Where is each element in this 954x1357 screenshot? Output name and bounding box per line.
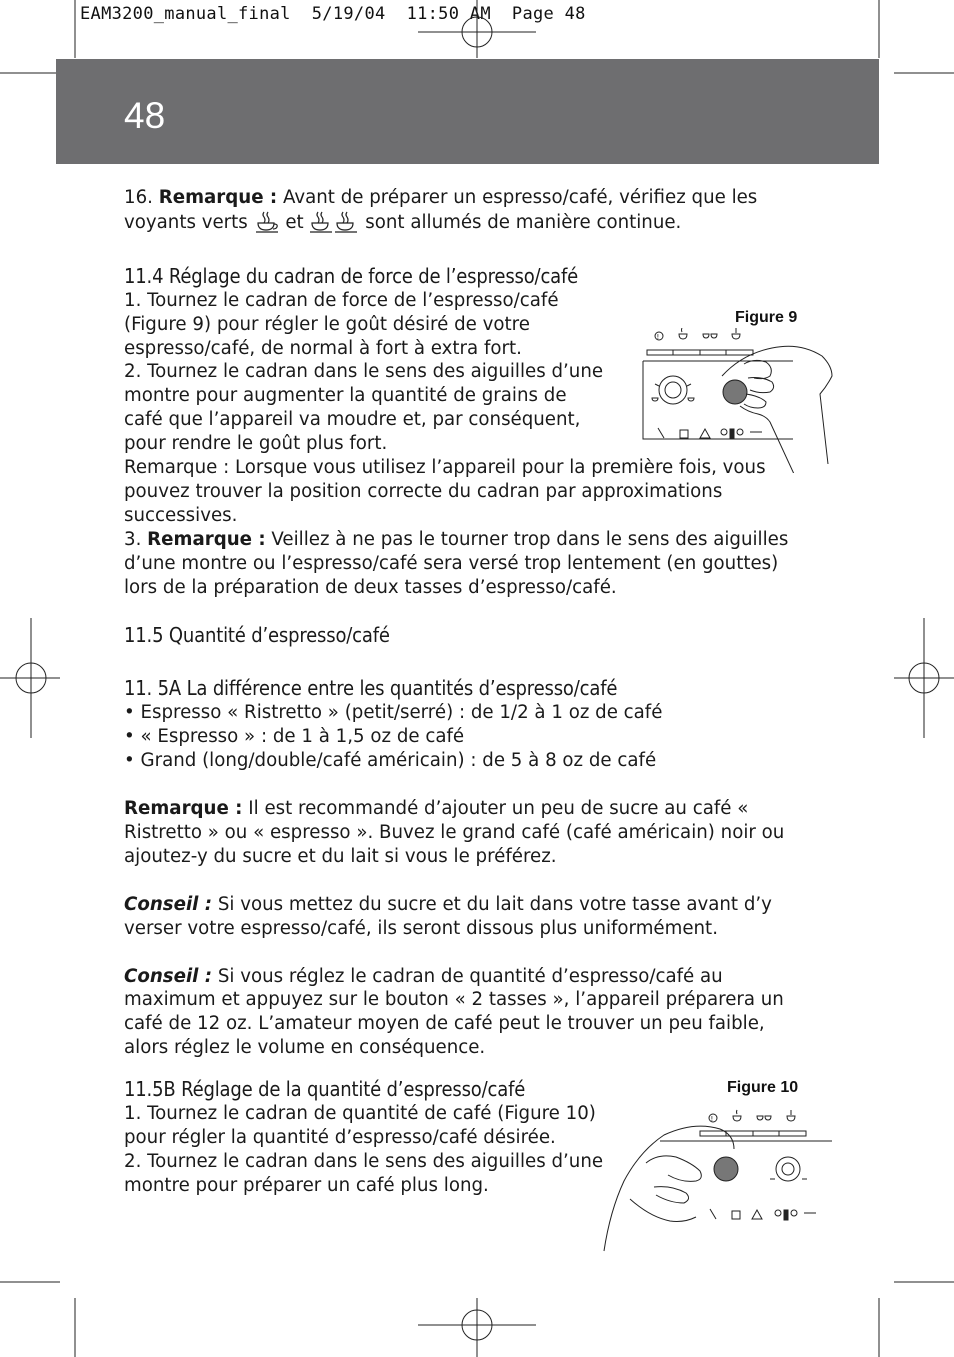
conseil-2-label: Conseil : [124, 965, 213, 987]
svg-text:!: ! [710, 1115, 714, 1123]
conseil-2-text: Si vous réglez le cadran de quantité d’espresso/café au maximum et appuyez sur le bouton « 2 tasses », l’appareil préparera un café de 12 oz. L’amateur moyen de café peut le trouver un peu faible, alors réglez le volume en conséquence. [124, 965, 784, 1059]
figure-9-illustration [640, 328, 840, 473]
note-16-number: 16. [124, 187, 153, 208]
section-11-4-step1: 1. Tournez le cadran de force de l’espresso/café (Figure 9) pour régler le goût désiré de votre espresso/café, de normal à fort à extra fort. [124, 289, 559, 359]
step3-number: 3. [124, 528, 142, 550]
figure-10-caption: Figure 10 [727, 1079, 799, 1096]
print-header: EAM3200_manual_final 5/19/04 11:50 AM Page 48 [80, 4, 586, 24]
step3-label: Remarque : [147, 528, 266, 550]
figure-10-illustration [600, 1103, 840, 1255]
conseil-1-paragraph [124, 893, 814, 941]
page-header-band [56, 59, 879, 164]
note-16-text-b: et [285, 211, 304, 233]
figure-9-caption: Figure 9 [735, 309, 798, 326]
heading-11-5a: 11. 5A La différence entre les quantités d’espresso/café [124, 676, 618, 701]
bullet-item: • « Espresso » : de 1 à 1,5 oz de café [124, 726, 465, 748]
remarque-label: Remarque : [124, 798, 243, 820]
section-11-5b-step2: 2. Tournez le cadran dans le sens des aiguilles d’une montre pour préparer un café plus long. [124, 1150, 604, 1196]
note-16 [124, 186, 814, 241]
bullet-item: • Grand (long/double/café américain) : de 5 à 8 oz de café [124, 750, 657, 772]
heading-11-4: 11.4 Réglage du cadran de force de l’espresso/café [124, 263, 579, 288]
svg-text:!: ! [656, 333, 660, 341]
section-11-5b-step1: 1. Tournez le cadran de quantité de café (Figure 10) pour régler la quantité d’espresso/café désirée. [124, 1103, 596, 1148]
heading-11-5: 11.5 Quantité d’espresso/café [124, 622, 390, 647]
section-11-4-note: Remarque : Lorsque vous utilisez l’appareil pour la première fois, vous pouvez trouver la position correcte du cadran par approximations successives. [124, 457, 766, 526]
note-16-text-a: Avant de préparer un espresso/café, vérifiez que les voyants verts [124, 187, 758, 233]
conseil-1-label: Conseil : [124, 893, 213, 915]
two-steaming-cups-icon [309, 210, 359, 241]
remarque-text: Il est recommandé d’ajouter un peu de sucre au café « Ristretto » ou « espresso ». Buvez le grand café (café américain) noir ou ajoutez-y du sucre et du lait si vous le préférez. [124, 798, 785, 867]
steaming-cup-icon [254, 210, 280, 241]
conseil-2-paragraph [124, 965, 814, 1061]
heading-11-5b: 11.5B Réglage de la quantité d’espresso/café [124, 1077, 526, 1102]
note-16-text-c: sont allumés de manière continue. [365, 211, 682, 233]
bullet-item: • Espresso « Ristretto » (petit/serré) : de 1/2 à 1 oz de café [124, 702, 663, 724]
section-11-4-step3 [124, 528, 814, 600]
step3-text: Veillez à ne pas le tourner trop dans le sens des aiguilles d’une montre ou l’espresso/café sera versé trop lentement (en gouttes) lors de la préparation de deux tasses d’espresso/café. [124, 528, 789, 598]
page-number: 48 [124, 95, 166, 136]
note-16-label: Remarque : [158, 187, 278, 208]
conseil-1-text: Si vous mettez du sucre et du lait dans votre tasse avant d’y verser votre espresso/café, ils seront dissous plus uniformément. [124, 893, 772, 939]
section-11-4-step2: 2. Tournez le cadran dans le sens des aiguilles d’une montre pour augmenter la quantité de grains de café que l’appareil va moudre et, par conséquent, pour rendre le goût plus fort. [124, 361, 604, 455]
remarque-paragraph [124, 797, 814, 869]
